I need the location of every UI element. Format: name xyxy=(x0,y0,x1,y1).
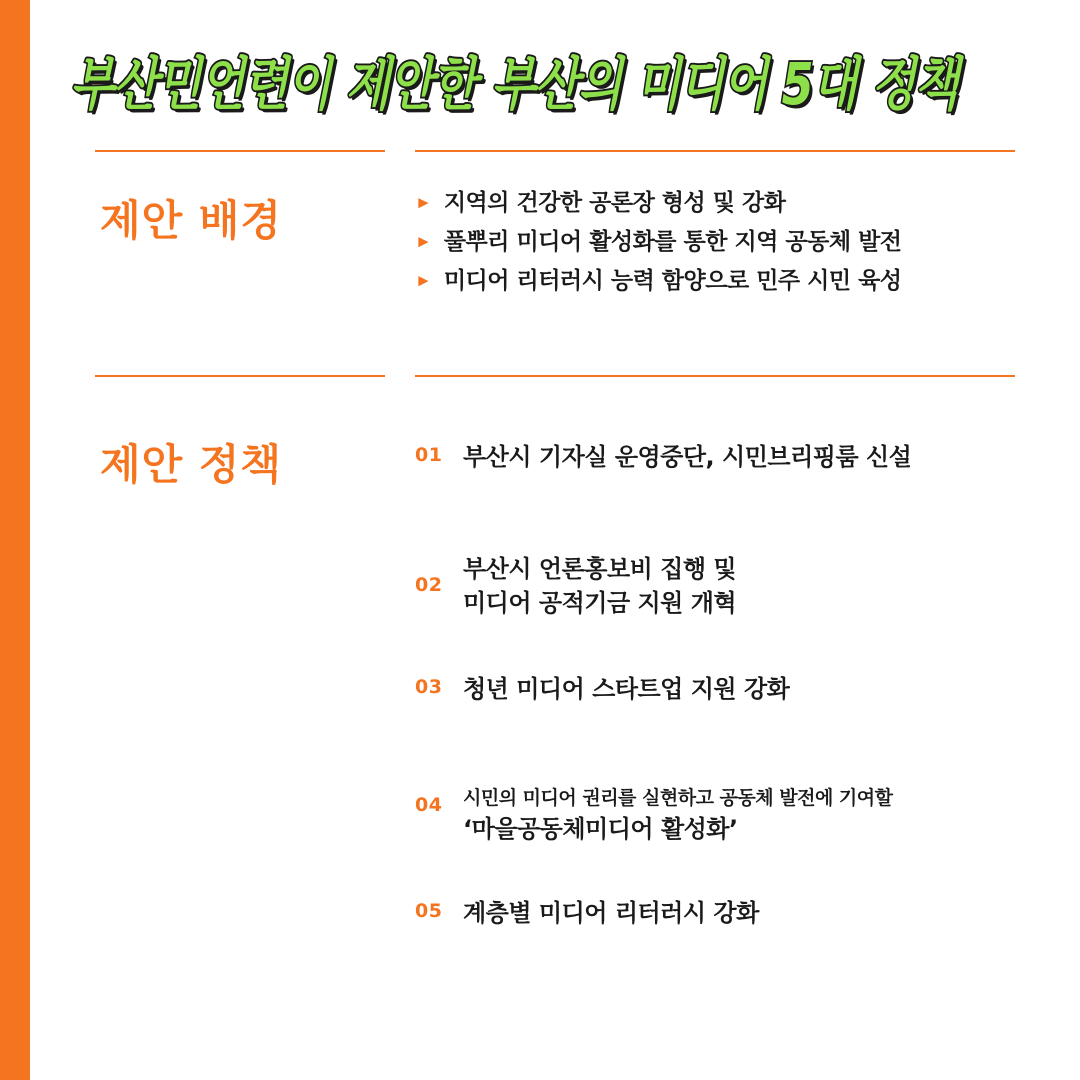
list-item-label: 풀뿌리 미디어 활성화를 통한 지역 공동체 발전 xyxy=(443,229,902,255)
divider-policy-left xyxy=(95,375,385,377)
list-item xyxy=(415,672,1055,722)
policy-number: 05 xyxy=(415,900,443,922)
list-item xyxy=(415,188,1035,218)
policy-line: 부산시 언론홍보비 집행 및 xyxy=(463,555,737,583)
arrow-bullet-icon: ► xyxy=(415,232,432,251)
policy-number: 04 xyxy=(415,794,443,816)
policy-text-block xyxy=(463,440,1055,474)
left-accent-bar xyxy=(0,0,30,1080)
list-item xyxy=(415,227,1035,257)
policy-line: 시민의 미디어 권리를 실현하고 공동체 발전에 기여할 xyxy=(463,787,893,809)
divider-background-left xyxy=(95,150,385,152)
title-block xyxy=(70,50,1050,135)
arrow-bullet-icon: ► xyxy=(415,271,432,290)
section-heading-policy: 제안 정책 xyxy=(100,440,282,489)
policy-line: 미디어 공적기금 지원 개혁 xyxy=(463,589,737,617)
divider-background-right xyxy=(415,150,1015,152)
policy-text-block xyxy=(463,896,1055,930)
list-item-label: 미디어 리터러시 능력 함양으로 민주 시민 육성 xyxy=(443,268,902,294)
policy-line: 청년 미디어 스타트업 지원 강화 xyxy=(463,675,790,703)
policy-text-block xyxy=(463,552,1055,620)
list-item xyxy=(415,896,1055,946)
policy-text-block xyxy=(463,672,1055,706)
policy-line: 부산시 기자실 운영중단, 시민브리핑룸 신설 xyxy=(463,443,912,471)
policy-number: 03 xyxy=(415,676,443,698)
arrow-bullet-icon: ► xyxy=(415,193,432,212)
policy-list xyxy=(415,440,1055,946)
divider-policy-right xyxy=(415,375,1015,377)
policy-line: ‘마을공동체미디어 활성화’ xyxy=(463,815,738,843)
page-title: 부산민언련이 제안한 부산의 미디어 5대 정책 xyxy=(70,50,958,118)
list-item xyxy=(415,552,1055,620)
policy-number: 01 xyxy=(415,444,443,466)
list-item xyxy=(415,440,1055,490)
policy-text-block xyxy=(463,784,1055,846)
list-item xyxy=(415,784,1055,846)
policy-number: 02 xyxy=(415,574,443,596)
section-heading-background: 제안 배경 xyxy=(100,196,282,245)
policy-line: 계층별 미디어 리터러시 강화 xyxy=(463,899,759,927)
background-bullet-list xyxy=(415,188,1035,305)
list-item xyxy=(415,266,1035,296)
poster-content xyxy=(30,0,1080,1080)
list-item-label: 지역의 건강한 공론장 형성 및 강화 xyxy=(443,190,786,216)
